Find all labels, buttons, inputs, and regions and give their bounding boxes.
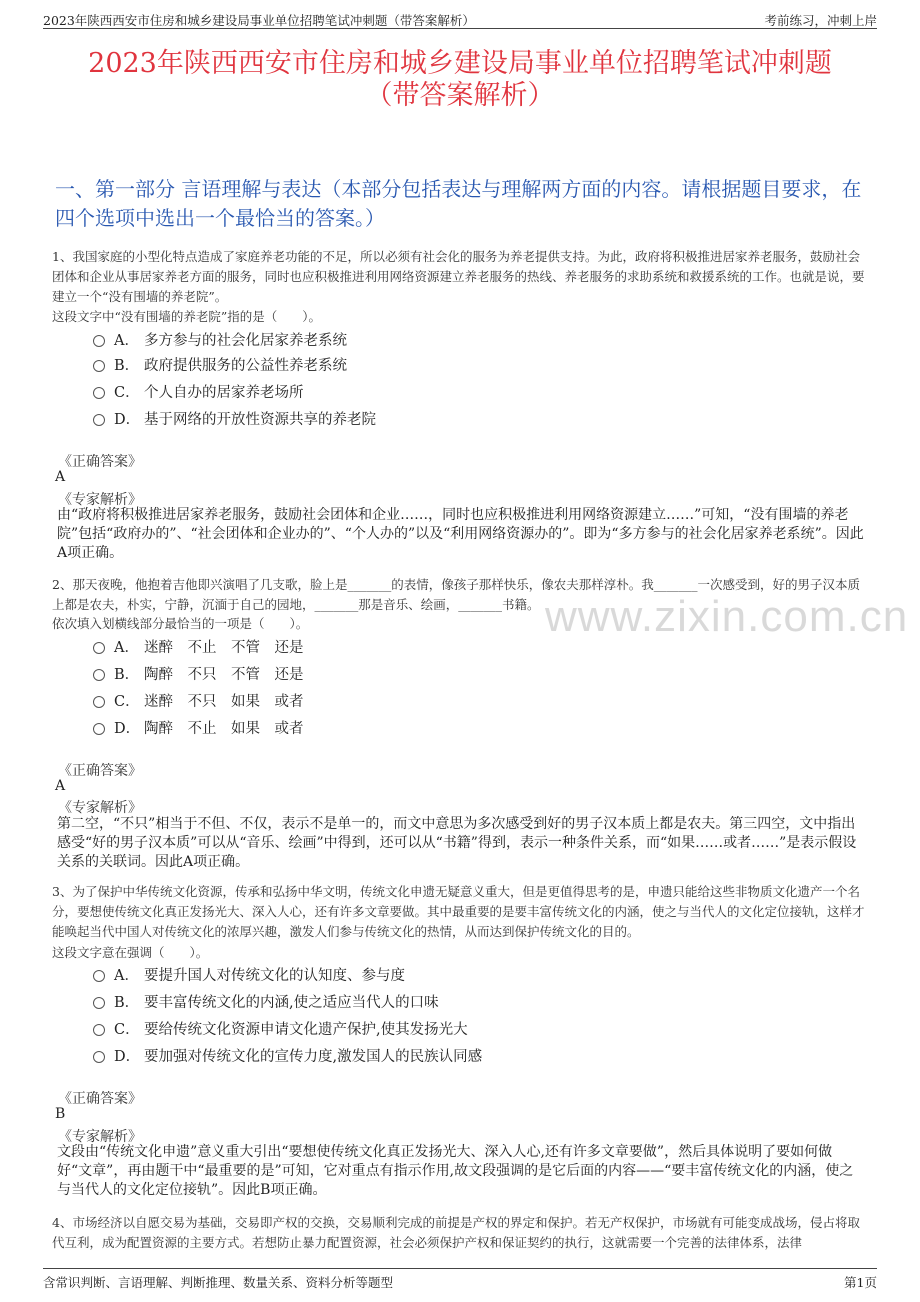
radio-icon[interactable] bbox=[93, 1024, 105, 1036]
q1-analysis-label: 《专家解析》 bbox=[58, 492, 142, 508]
radio-icon[interactable] bbox=[93, 387, 105, 399]
doc-title-line1: 2023年陕西西安市住房和城乡建设局事业单位招聘笔试冲刺题 bbox=[88, 48, 832, 79]
q3-option-d[interactable]: D． 要加强对传统文化的宣传力度,激发国人的民族认同感 bbox=[93, 1043, 482, 1067]
q2-analysis-label: 《专家解析》 bbox=[58, 800, 142, 816]
q1-answer: A bbox=[55, 469, 66, 485]
q1-option-d[interactable]: D． 基于网络的开放性资源共享的养老院 bbox=[93, 406, 376, 430]
q1-option-b[interactable]: B． 政府提供服务的公益性养老系统 bbox=[93, 352, 347, 376]
q2-answer-label: 《正确答案》 bbox=[58, 763, 142, 779]
header-doc-title: 2023年陕西西安市住房和城乡建设局事业单位招聘笔试冲刺题（带答案解析） bbox=[43, 13, 475, 28]
q3-analysis: 文段由“传统文化申遗”意义重大引出“要想使传统文化真正发扬光大、深入人心,还有许多文章要做”，然后具体说明了要如何做好“文章”，再由题干中“最重要的是”可知，它对重点有指示作用,故文段强调的是它后面的内容——“要丰富传统文化的内涵，使之与当代人的文化定位接轨”。因此B项正确。 bbox=[57, 1144, 854, 1198]
radio-icon[interactable] bbox=[93, 970, 105, 982]
q1-analysis: 由“政府将积极推进居家养老服务，鼓励社会团体和企业……，同时也应积极推进利用网络资源建立……”可知，“没有围墙的养老院”包括“政府办的”、“社会团体和企业办的”、“个人办的”以及“利用网络资源办的”。即为“多方参与的社会化居家养老系统”。因此A项正确。 bbox=[57, 507, 864, 561]
q1-option-a[interactable]: A． 多方参与的社会化居家养老系统 bbox=[93, 327, 347, 351]
page-header bbox=[43, 8, 877, 29]
q3-answer-label: 《正确答案》 bbox=[58, 1091, 142, 1107]
q2-option-a[interactable]: A． 迷醉 不止 不管 还是 bbox=[93, 634, 304, 658]
watermark: www.zixin.com.cn bbox=[545, 592, 909, 641]
question-4-stem: 4、市场经济以自愿交易为基础，交易即产权的交换，交易顺利完成的前提是产权的界定和保护。若无产权保护，市场就有可能变成战场，侵占将取代互利，成为配置资源的主要方式。若想防止暴力配置资源，社会必须保护产权和保证契约的执行，这就需要一个完善的法律体系，法律 bbox=[52, 1215, 860, 1250]
q3-analysis-label: 《专家解析》 bbox=[58, 1129, 142, 1145]
doc-title-line2: （带答案解析） bbox=[365, 80, 555, 111]
radio-icon[interactable] bbox=[93, 696, 105, 708]
question-3-ask: 这段文字意在强调（ ）。 bbox=[52, 945, 209, 960]
radio-icon[interactable] bbox=[93, 723, 105, 735]
q2-option-d[interactable]: D． 陶醉 不止 如果 或者 bbox=[93, 715, 304, 739]
question-3-stem: 3、为了保护中华传统文化资源，传承和弘扬中华文明，传统文化申遗无疑意义重大，但是更值得思考的是，申遗只能给这些非物质文化遗产一个名分，要想使传统文化真正发扬光大、深入人心，还有许多文章要做。其中最重要的是要丰富传统文化的内涵，使之与当代人的文化定位接轨，这样才能唤起当代中国人对传统文化的浓厚兴趣，激发人们参与传统文化的热情，从而达到保护传统文化的目的。 bbox=[52, 884, 865, 939]
radio-icon[interactable] bbox=[93, 335, 105, 347]
page-footer bbox=[43, 1268, 877, 1289]
header-slogan: 考前练习，冲刺上岸 bbox=[764, 13, 877, 28]
q2-answer: A bbox=[55, 778, 66, 794]
footer-note: 含常识判断、言语理解、判断推理、数量关系、资料分析等题型 bbox=[43, 1275, 394, 1290]
page-number: 第1页 bbox=[844, 1275, 877, 1290]
q3-option-b[interactable]: B． 要丰富传统文化的内涵,使之适应当代人的口味 bbox=[93, 989, 439, 1013]
radio-icon[interactable] bbox=[93, 414, 105, 426]
q3-option-c[interactable]: C． 要给传统文化资源申请文化遗产保护,使其发扬光大 bbox=[93, 1016, 468, 1040]
q2-option-c[interactable]: C． 迷醉 不只 如果 或者 bbox=[93, 688, 304, 712]
section-heading: 一、第一部分 言语理解与表达（本部分包括表达与理解两方面的内容。请根据题目要求，在四个选项中选出一个最恰当的答案。） bbox=[55, 177, 862, 230]
question-2-stem: 2、那天夜晚，他抱着吉他即兴演唱了几支歌，脸上是_______的表情，像孩子那样快乐，像农夫那样淳朴。我_______一次感受到，好的男子汉本质上都是农夫，朴实，宁静，沉湎于自己的园地，_______那是音乐、绘画，_______书籍。 bbox=[52, 577, 860, 612]
radio-icon[interactable] bbox=[93, 642, 105, 654]
q3-option-a[interactable]: A． 要提升国人对传统文化的认知度、参与度 bbox=[93, 962, 405, 986]
question-1-stem: 1、我国家庭的小型化特点造成了家庭养老功能的不足，所以必须有社会化的服务为养老提供支持。为此，政府将积极推进居家养老服务，鼓励社会团体和企业从事居家养老方面的服务，同时也应积极推进利用网络资源建立养老服务的热线、养老服务的求助系统和救援系统的工作。也就是说，要建立一个“没有围墙的养老院”。 bbox=[52, 249, 865, 304]
question-2-ask: 依次填入划横线部分最恰当的一项是（ ）。 bbox=[52, 616, 309, 631]
q1-option-c[interactable]: C． 个人自办的居家养老场所 bbox=[93, 379, 304, 403]
q2-analysis: 第二空，“不只”相当于不但、不仅，表示不是单一的，而文中意思为多次感受到好的男子汉本质上都是农夫。第三四空，文中指出感受“好的男子汉本质”可以从“音乐、绘画”中得到，还可以从“书籍”得到，表示一种条件关系，而“如果……或者……”是表示假设关系的关联词。因此A项正确。 bbox=[57, 816, 857, 870]
radio-icon[interactable] bbox=[93, 1051, 105, 1063]
q2-option-b[interactable]: B． 陶醉 不只 不管 还是 bbox=[93, 661, 304, 685]
q3-answer: B bbox=[55, 1106, 66, 1122]
question-1-ask: 这段文字中“没有围墙的养老院”指的是（ ）。 bbox=[52, 309, 322, 324]
radio-icon[interactable] bbox=[93, 360, 105, 372]
radio-icon[interactable] bbox=[93, 669, 105, 681]
radio-icon[interactable] bbox=[93, 997, 105, 1009]
q1-answer-label: 《正确答案》 bbox=[58, 454, 142, 470]
